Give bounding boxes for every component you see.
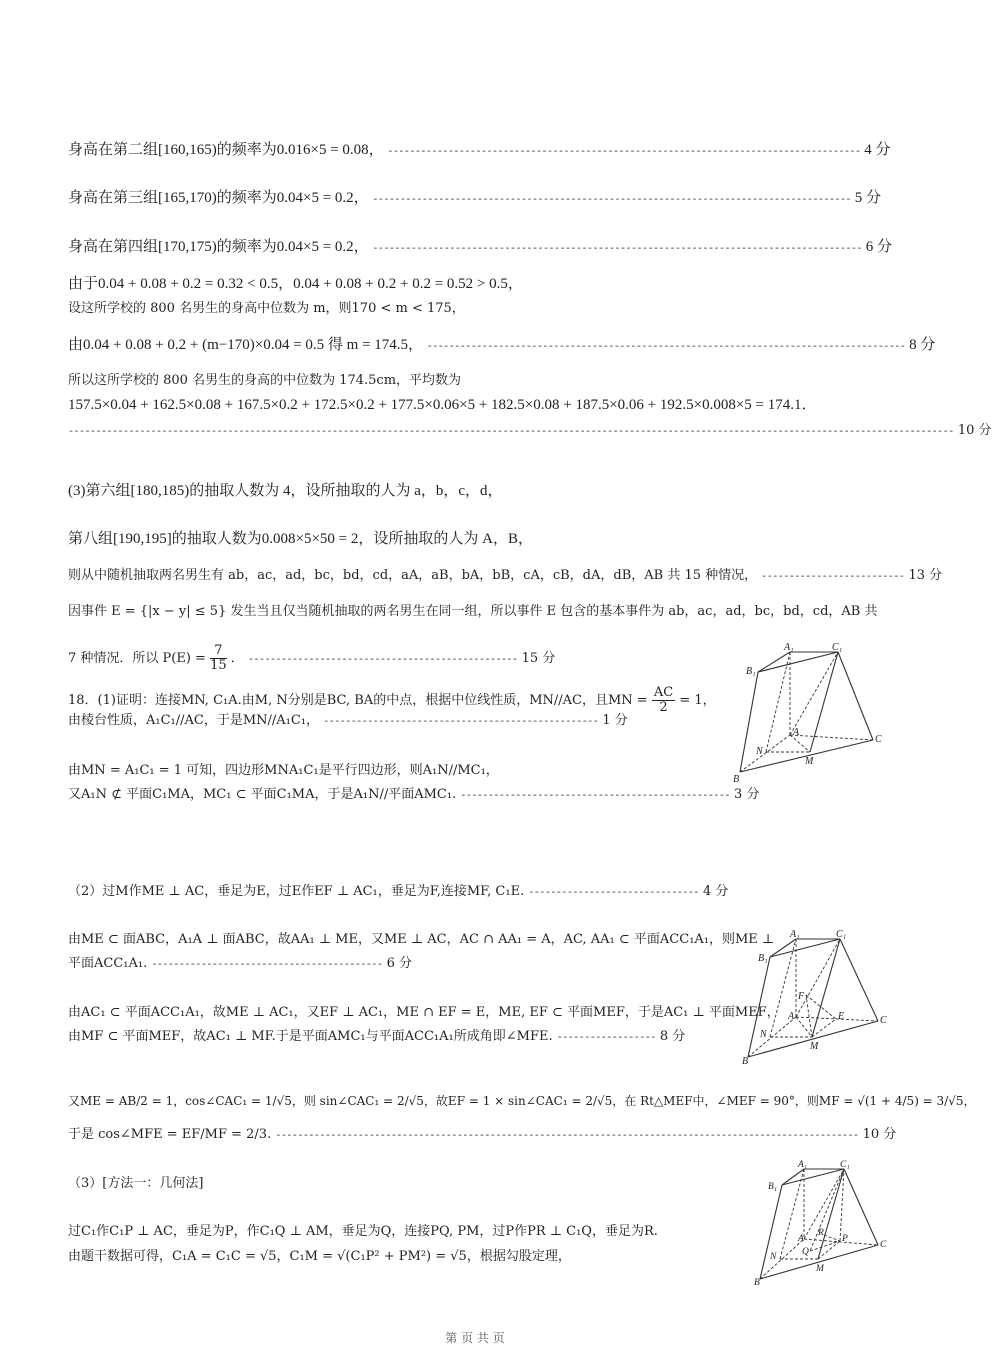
figure-frustum-1 (728, 640, 893, 785)
line-18-2-ac1: 由AC₁ ⊂ 平面ACC₁A₁，故ME ⊥ AC₁，又EF ⊥ AC₁，ME ∩ EF = E，ME, EF ⊂ 平面MEF，于是AC₁ ⊥ 平面MEF， (68, 1005, 780, 1020)
line-18-2-angle: 由MF ⊂ 平面MEF，故AC₁ ⊥ MF.于是平面AMC₁与平面ACC₁A₁所成角即∠MFE. ------------------ 8 分 (68, 1029, 686, 1044)
label-B1: B₁ (758, 953, 768, 964)
label-B1: B₁ (746, 666, 756, 677)
label-Q: Q (802, 1247, 809, 1257)
label-C1: C₁ (836, 929, 847, 940)
score-dashes: ------------------------------- (528, 888, 699, 899)
label-M: M (810, 1041, 819, 1052)
score-dashes: -------------------------- (761, 572, 905, 583)
score-dashes: ------------------------------------------------- (247, 655, 518, 666)
line-group6: (3)第六组[180,185)的抽取人数为 4，设所抽取的人为 a，b，c，d， (68, 483, 503, 499)
label-B1: B₁ (768, 1182, 778, 1192)
line-group4-frequency: 身高在第四组[170,175)的频率为0.04×5 = 0.2， ----------------------------------------------------------------------------------------- 6 分 (68, 239, 893, 255)
line-median-result: 所以这所学校的 800 名男生的身高的中位数为 174.5cm，平均数为 (68, 373, 462, 388)
score-label: 10 分 (957, 423, 992, 438)
line-group3-frequency: 身高在第三组[165,170)的频率为0.04×5 = 0.2， --------------------------------------------------------------------------------------- 5 分 (68, 190, 882, 206)
line-18-2-cos: 于是 cos∠MFE = EF/MF = 2/3. ---------------------------------------------------------------------------------------------------------- 10 分 (68, 1127, 897, 1142)
label-N: N (770, 1252, 777, 1262)
score-label: 5 分 (854, 190, 882, 206)
label-A1: A₁ (784, 642, 794, 653)
fraction-7-15: $\frac{7}{15}$ (210, 643, 227, 673)
line-18-conclusion: 又A₁N ⊄ 平面C₁MA，MC₁ ⊂ 平面C₁MA，于是A₁N//平面AMC₁. ------------------------------------------------- 3 分 (68, 787, 760, 802)
line-18-parallelogram: 由MN = A₁C₁ = 1 可知，四边形MNA₁C₁是平行四边形，则A₁N//MC₁， (68, 763, 499, 778)
score-dashes: --------------------------------------------------------------------------------------- (426, 342, 906, 353)
figure-frustum-2 (740, 925, 900, 1065)
score-label: 13 分 (908, 568, 943, 583)
label-M: M (805, 756, 814, 767)
score-dashes: ----------------------------------------------------------------------------------------------------------------------------------------------------------------- (68, 427, 954, 438)
line-18-3-method: （3）[方法一：几何法] (68, 1176, 204, 1191)
label-N: N (756, 746, 763, 757)
figure-frustum-3 (752, 1155, 900, 1287)
label-R: R (818, 1228, 824, 1238)
label-A: A (788, 1011, 795, 1022)
line-median-solve: 由0.04 + 0.08 + 0.2 + (m−170)×0.04 = 0.5 得 m = 174.5， --------------------------------------------------------------------------------------- 8 分 (68, 337, 936, 353)
label-C1: C₁ (840, 1160, 850, 1170)
score-dashes: ---------------------------------------------------------------------------------------------------------- (275, 1131, 859, 1142)
label-A1: A₁ (798, 1160, 808, 1170)
line-sample-space: 则从中随机抽取两名男生有 ab，ac，ad，bc，bd，cd，aA，aB，bA，bB，cA，cB，dA，dB，AB 共 15 种情况， -------------------------- 13 分 (68, 568, 943, 583)
line-18-frustum: 由棱台性质，A₁C₁//AC，于是MN//A₁C₁， -------------------------------------------------- 1 分 (68, 713, 628, 728)
label-E: E (838, 1011, 845, 1022)
score-dashes: ------------------------------------------ (151, 960, 383, 971)
score-dashes: --------------------------------------------------------------------------------------- (372, 195, 852, 206)
score-label: 6 分 (865, 239, 893, 255)
line-18-2-compute: 又ME = AB/2 = 1，cos∠CAC₁ = 1/√5，则 sin∠CAC₁ = 2/√5，故EF = 1 × sin∠CAC₁ = 2/√5，在 Rt△MEF中，∠MEF = 90°，则MF = √(1 + 4/5) = 3/√5， (68, 1094, 976, 1108)
score-dashes: ----------------------------------------------------------------------------------------- (372, 244, 863, 255)
label-B: B (742, 1056, 749, 1067)
label-C: C (875, 734, 882, 745)
line-group8: 第八组[190,195]的抽取人数为0.008×5×50 = 2，设所抽取的人为 A，B， (68, 531, 533, 547)
score-label: 10 分 (862, 1127, 897, 1142)
label-A1: A₁ (790, 929, 800, 940)
score-label: 6 分 (386, 956, 412, 971)
score-dashes: ------------------ (556, 1033, 656, 1044)
label-B: B (754, 1278, 760, 1288)
label-N: N (760, 1029, 767, 1040)
label-A: A (793, 727, 800, 738)
label-P: P (842, 1234, 848, 1244)
label-C: C (880, 1240, 887, 1250)
line-mean-calc: 157.5×0.04 + 162.5×0.08 + 167.5×0.2 + 172.5×0.2 + 177.5×0.06×5 + 182.5×0.08 + 187.5×0.06 + 192.5×0.008×5 = 174.1． (68, 397, 817, 413)
line-cumulative: 由于0.04 + 0.08 + 0.2 = 0.32 < 0.5，0.04 + 0.08 + 0.2 + 0.2 = 0.52 > 0.5， (68, 276, 523, 292)
line-probability: 7 种情况．所以 P(E) = $\frac{7}{15}$ ． ------------------------------------------------- 15 分 (68, 643, 556, 673)
line-18-2-perp: 由ME ⊂ 面ABC，A₁A ⊥ 面ABC，故AA₁ ⊥ ME，又ME ⊥ AC，AC ∩ AA₁ = A，AC, AA₁ ⊂ 平面ACC₁A₁，则ME ⊥ (68, 932, 775, 947)
score-label: 8 分 (909, 337, 936, 353)
line-18-2-plane: 平面ACC₁A₁. ------------------------------------------ 6 分 (68, 956, 412, 971)
score-dashes: -------------------------------------------------- (323, 717, 599, 728)
label-M: M (816, 1264, 824, 1274)
score-label: 1 分 (602, 713, 628, 728)
score-label: 8 分 (659, 1029, 686, 1044)
score-label: 3 分 (734, 787, 760, 802)
score-label: 4 分 (864, 142, 891, 158)
score-label: 15 分 (521, 651, 556, 666)
line-18-proof: 18．(1)证明：连接MN, C₁A.由M, N分别是BC, BA的中点，根据中位线性质，MN//AC，且MN = $\frac{AC}{2}$ = 1， (68, 685, 716, 715)
page-footer: 第 页 共 页 (445, 1331, 505, 1345)
label-A: A (798, 1234, 804, 1244)
label-C1: C₁ (832, 642, 843, 653)
line-18-3-data: 由题干数据可得，C₁A = C₁C = √5，C₁M = √(C₁P² + PM²) = √5，根据勾股定理， (68, 1249, 571, 1264)
line-median-setup: 设这所学校的 800 名男生的身高中位数为 m，则170 < m < 175， (68, 301, 465, 316)
score-dashes: ------------------------------------------------- (460, 791, 730, 802)
label-F: F (798, 991, 805, 1002)
line-18-2-construct: （2）过M作ME ⊥ AC，垂足为E，过E作EF ⊥ AC₁，垂足为F,连接MF, C₁E. ------------------------------- 4 分 (68, 884, 729, 899)
line-event-E: 因事件 E = {|x − y| ≤ 5} 发生当且仅当随机抽取的两名男生在同一组，所以事件 E 包含的基本事件为 ab，ac，ad，bc，bd，cd，AB 共 (68, 604, 878, 619)
label-B: B (733, 774, 740, 785)
line-18-3-construct: 过C₁作C₁P ⊥ AC，垂足为P，作C₁Q ⊥ AM，垂足为Q，连接PQ, PM，过P作PR ⊥ C₁Q，垂足为R. (68, 1224, 658, 1239)
line-group2-frequency: 身高在第二组[160,165)的频率为0.016×5 = 0.08， -------------------------------------------------------------------------------------- 4 分 (68, 142, 891, 158)
fraction-ac-2: $\frac{AC}{2}$ (653, 685, 674, 715)
score-label: 4 分 (703, 884, 729, 899)
line-score-10 (68, 422, 992, 442)
label-C: C (880, 1015, 887, 1026)
score-dashes: -------------------------------------------------------------------------------------- (387, 147, 861, 158)
